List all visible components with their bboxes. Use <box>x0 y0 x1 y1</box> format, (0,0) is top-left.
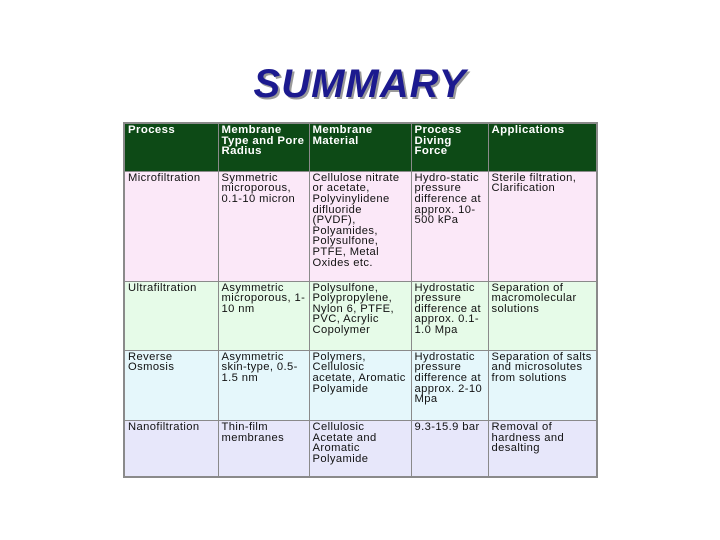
header-driving-force: Process Diving Force <box>411 123 488 171</box>
cell-membrane-type: Symmetric microporous, 0.1-10 micron <box>218 171 309 281</box>
table-row <box>124 421 597 477</box>
header-membrane-type: Membrane Type and Pore Radius <box>218 123 309 171</box>
header-row <box>124 123 597 171</box>
cell-process: Reverse Osmosis <box>124 350 218 420</box>
cell-membrane-type: Asymmetric microporous, 1-10 nm <box>218 281 309 350</box>
cell-driving-force: Hydrostatic pressure difference at approx. 0.1-1.0 Mpa <box>411 281 488 350</box>
header-membrane-material: Membrane Material <box>309 123 411 171</box>
cell-membrane-material: Polysulfone, Polypropylene, Nylon 6, PTFE, PVC, Acrylic Copolymer <box>309 281 411 350</box>
cell-process: Microfiltration <box>124 171 218 281</box>
table-row <box>124 281 597 350</box>
cell-applications: Separation of macromolecular solutions <box>488 281 597 350</box>
page-title: SUMMARY <box>253 62 467 106</box>
header-applications: Applications <box>488 123 597 171</box>
cell-membrane-type: Thin-film membranes <box>218 421 309 477</box>
summary-table <box>123 122 598 478</box>
cell-applications: Separation of salts and microsolutes from solutions <box>488 350 597 420</box>
cell-membrane-type: Asymmetric skin-type, 0.5-1.5 nm <box>218 350 309 420</box>
table-row <box>124 171 597 281</box>
cell-driving-force: 9.3-15.9 bar <box>411 421 488 477</box>
table-row <box>124 350 597 420</box>
cell-applications: Sterile filtration, Clarification <box>488 171 597 281</box>
cell-applications: Removal of hardness and desalting <box>488 421 597 477</box>
cell-membrane-material: Polymers, Cellulosic acetate, Aromatic Polyamide <box>309 350 411 420</box>
cell-driving-force: Hydro-static pressure difference at approx. 10-500 kPa <box>411 171 488 281</box>
cell-process: Ultrafiltration <box>124 281 218 350</box>
cell-membrane-material: Cellulosic Acetate and Aromatic Polyamide <box>309 421 411 477</box>
cell-membrane-material: Cellulose nitrate or acetate, Polyvinylidene difluoride (PVDF), Polyamides, Polysulfone, PTFE, Metal Oxides etc. <box>309 171 411 281</box>
cell-process: Nanofiltration <box>124 421 218 477</box>
header-process: Process <box>124 123 218 171</box>
cell-driving-force: Hydrostatic pressure difference at approx. 2-10 Mpa <box>411 350 488 420</box>
